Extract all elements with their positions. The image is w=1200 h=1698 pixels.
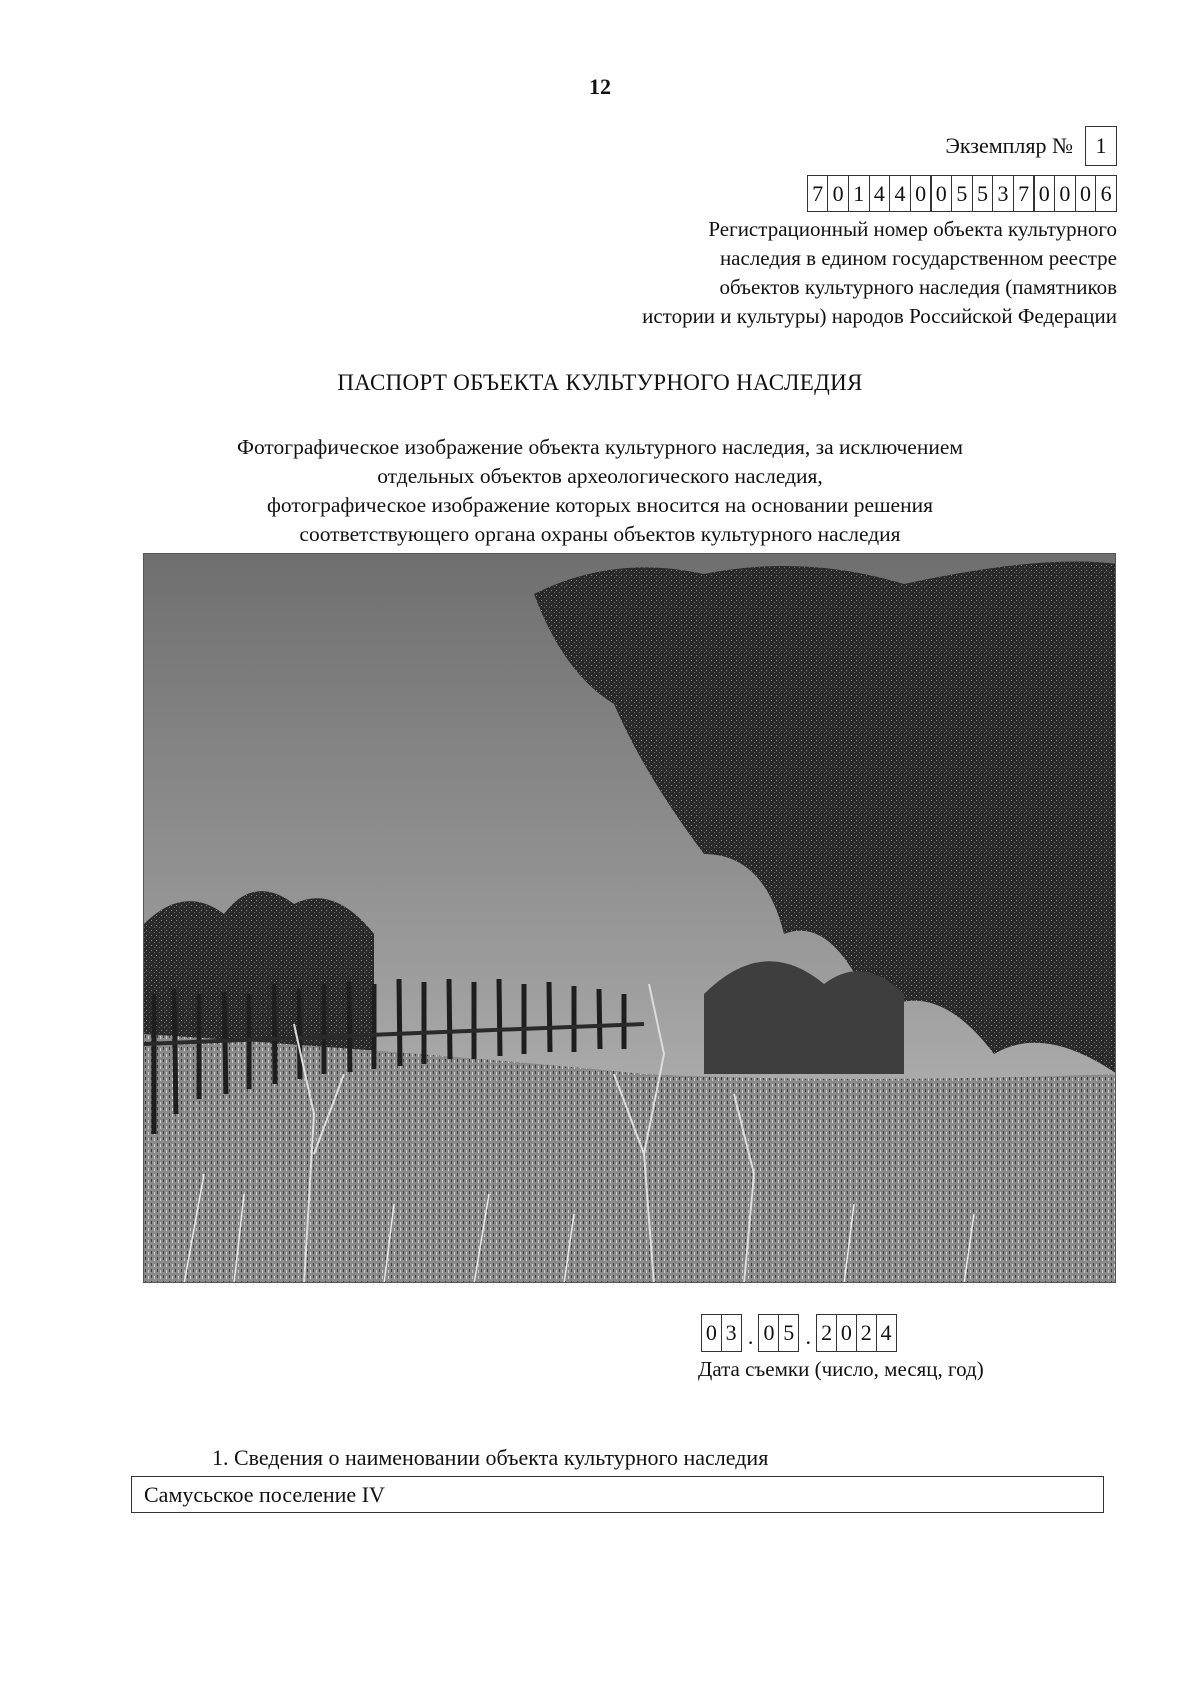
photo-caption-line: отдельных объектов археологического наследия, xyxy=(377,464,823,488)
section-1-title: 1. Сведения о наименовании объекта культурного наследия xyxy=(212,1445,769,1470)
copy-number-box: 1 xyxy=(1085,126,1117,166)
reg-digit: 7 xyxy=(1013,175,1035,212)
registration-caption-line: Регистрационный номер объекта культурного xyxy=(708,217,1117,241)
date-separator: . xyxy=(747,1324,754,1349)
date-digit: 5 xyxy=(778,1314,799,1352)
date-separator: . xyxy=(805,1324,811,1349)
photo-caption-line: Фотографическое изображение объекта культурного наследия, за исключением xyxy=(236,435,964,459)
date-digit: 2 xyxy=(816,1314,837,1352)
reg-digit: 5 xyxy=(951,175,973,212)
registration-caption-line: объектов культурного наследия (памятников xyxy=(719,275,1117,299)
reg-digit: 6 xyxy=(1095,175,1117,212)
reg-digit: 0 xyxy=(1054,175,1076,212)
photo-caption-line: соответствующего органа охраны объектов культурного наследия xyxy=(299,522,901,546)
copy-label: Экземпляр № xyxy=(945,133,1073,158)
object-name-field: Самусьское поселение IV xyxy=(131,1476,1104,1513)
document-title: ПАСПОРТ ОБЪЕКТА КУЛЬТУРНОГО НАСЛЕДИЯ xyxy=(337,370,863,395)
reg-digit: 0 xyxy=(1075,175,1097,212)
reg-digit: 3 xyxy=(992,175,1014,212)
site-photograph xyxy=(143,553,1116,1283)
date-digit: 2 xyxy=(856,1314,877,1352)
date-digit: 0 xyxy=(836,1314,857,1352)
date-day xyxy=(702,1314,742,1352)
registration-number xyxy=(808,175,1117,212)
reg-digit: 7 xyxy=(807,175,829,212)
photo-caption xyxy=(120,433,1080,549)
left-treeline xyxy=(144,891,374,1054)
copy-number-row xyxy=(945,126,1117,166)
reg-digit: 0 xyxy=(910,175,932,212)
date-caption: Дата съемки (число, месяц, год) xyxy=(698,1357,984,1381)
registration-caption-line: наследия в едином государственном реестре xyxy=(719,246,1117,270)
date-year xyxy=(817,1314,896,1352)
reg-digit: 0 xyxy=(1033,175,1055,212)
date-month xyxy=(760,1314,800,1352)
photo-caption-line: фотографическое изображение которых вносится на основании решения xyxy=(267,493,933,517)
reg-digit: 5 xyxy=(972,175,994,212)
date-digit: 4 xyxy=(876,1314,897,1352)
reg-digit: 4 xyxy=(889,175,911,212)
reg-digit: 1 xyxy=(848,175,870,212)
registration-caption-line: истории и культуры) народов Российской Федерации xyxy=(642,304,1117,328)
date-digit: 3 xyxy=(721,1314,742,1352)
shoot-date xyxy=(702,1314,897,1352)
reg-digit: 0 xyxy=(827,175,849,212)
reg-digit: 4 xyxy=(869,175,891,212)
photo-scene xyxy=(144,554,1116,1283)
registration-caption xyxy=(497,215,1117,331)
mid-trees xyxy=(704,961,904,1074)
reg-digit: 0 xyxy=(930,175,952,212)
date-digit: 0 xyxy=(701,1314,722,1352)
page-number: 12 xyxy=(589,74,611,99)
date-digit: 0 xyxy=(758,1314,779,1352)
